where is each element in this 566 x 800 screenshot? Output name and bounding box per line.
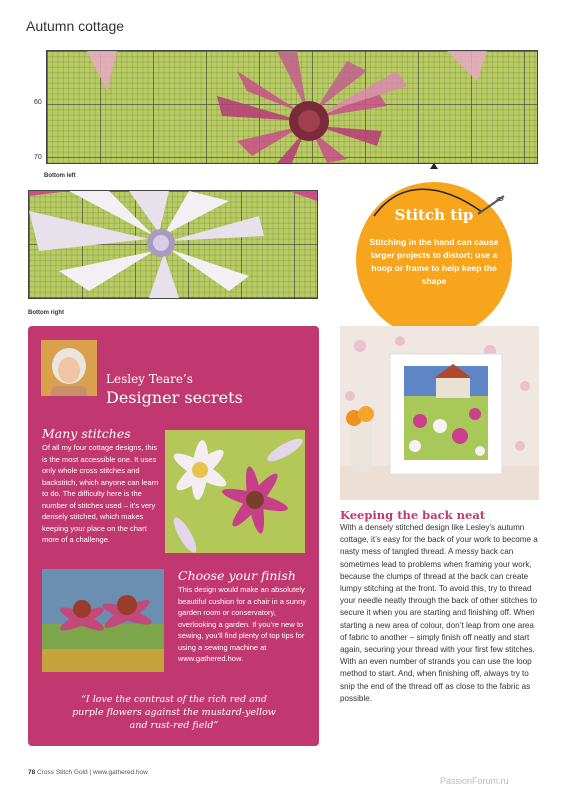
- chart-label-bottom-right: Bottom right: [28, 310, 64, 316]
- chart-bottom-right-section: [28, 190, 318, 299]
- watermark: PassionForum.ru: [440, 776, 509, 786]
- choose-your-finish-body: This design would make an absolutely beautiful cushion for a chair in a sunny garden room or conservatory, overlooking a garden. If you’re new to sewing, you’ll find plenty of top tips for using a sewing machine at www.gathered.how.: [178, 585, 306, 663]
- keeping-back-neat-heading: Keeping the back neat: [340, 508, 486, 522]
- chart-bottom-flower-illustration: [29, 191, 317, 298]
- chart-center-arrow-icon: [430, 163, 438, 169]
- choose-your-finish-heading: Choose your finish: [178, 568, 296, 583]
- magazine-name: Cross Stitch Gold: [37, 769, 88, 776]
- designer-quote: “I love the contrast of the rich red and purple flowers against the mustard-yellow and rust-red field”: [72, 694, 276, 731]
- many-stitches-body: Of all my four cottage designs, this is the most accessible one. It uses only whole cross stitches and backstitch, which anyone can learn to do. The difficulty here is the number of stitches used – it’s very densely stitched, which makes keeping your place on the chart more of a challenge.: [42, 443, 159, 544]
- chart-row-number-60: 60: [34, 99, 42, 106]
- stitch-tip-body: Stitching in the hand can cause larger projects to distort; use a hoop or frame to help keep the shape: [369, 237, 499, 286]
- footer-url[interactable]: www.gathered.how: [92, 769, 148, 776]
- stitched-daisies-photo: [165, 430, 305, 553]
- chart-top-section: [46, 50, 538, 164]
- many-stitches-heading: Many stitches: [42, 426, 131, 441]
- chart-label-bottom-left: Bottom left: [44, 173, 76, 179]
- framed-stitch-photo: [340, 326, 539, 500]
- chart-row-number-70: 70: [34, 154, 42, 161]
- stitched-coneflowers-photo: [42, 569, 164, 672]
- designer-secrets-heading: Designer secrets: [106, 388, 243, 407]
- chart-top-flower-illustration: [47, 51, 537, 163]
- page-footer: 78 Cross Stitch Gold | www.gathered.how: [28, 769, 148, 776]
- keeping-back-neat-body: With a densely stitched design like Lesley’s autumn cottage, it’s easy for the back of your work to become a nasty mess of tangled thread. A messy back can sometimes lead to problems when framing your work, because the clumps of thread at the back can create lumpy stitching at the front. To avoid this, try to thread your needle neatly through the back of other stitches to secure it when you are starting and finishing off. When starting a new area of colour, don’t leap from one area of fabric to another – simply finish off neatly and start again, securing your thread with your first few stitches. With an even number of strands you can use the loop method to start. And, when finishing off, always try to snip the end of the thread off as close to the fabric as possible.: [340, 523, 538, 703]
- page-title: Autumn cottage: [26, 18, 125, 34]
- designer-portrait-photo: [41, 340, 97, 396]
- stitch-tip-title: Stitch tip: [394, 206, 474, 224]
- page-number: 78: [28, 769, 36, 776]
- designer-name: Lesley Teare’s: [106, 372, 193, 386]
